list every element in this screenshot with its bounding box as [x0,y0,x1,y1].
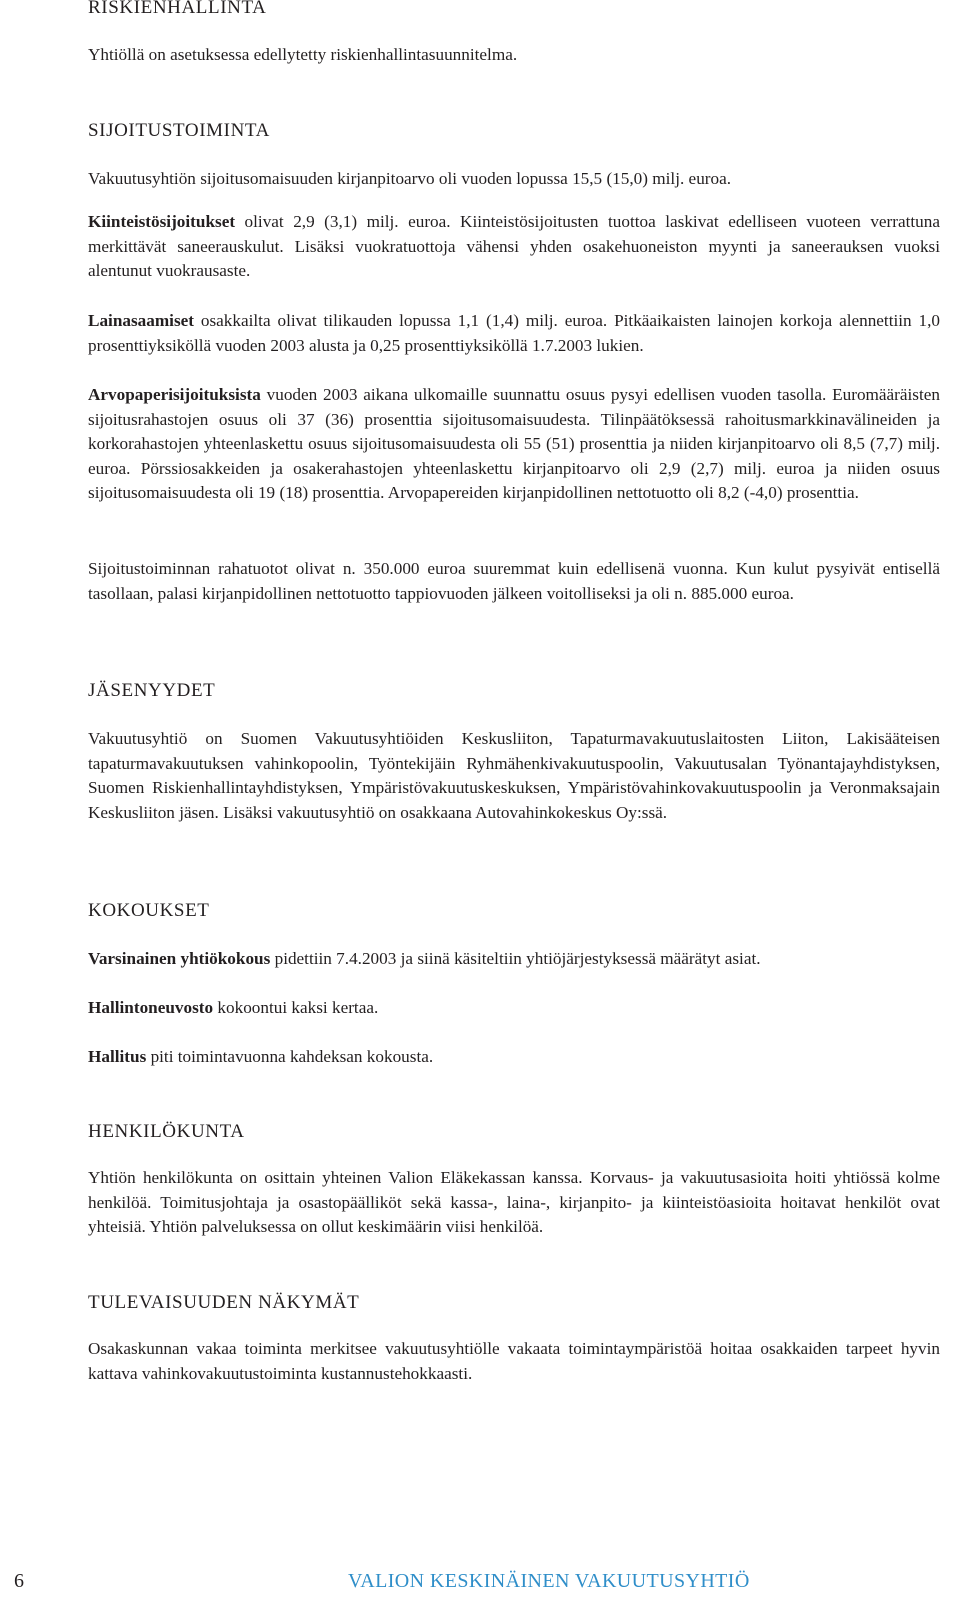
paragraph-henkilokunta: Yhtiön henkilökunta on osittain yhteinen Valion Eläkekassan kanssa. Korvaus- ja vakuutusasioita hoiti yhtiössä kolme henkilöä. Toimitusjohtaja ja osastopäälliköt sekä kassa-, laina-, kirjanpito- ja kiinteistöasioita hoitavat henkilöt ovat yhteisiä. Yhtiön palveluksessa on ollut keskimäärin viisi henkilöä. [88,1168,940,1236]
paragraph-riskienhallinta: Yhtiöllä on asetuksessa edellytetty riskienhallintasuunnitelma. [88,45,518,64]
paragraph-kokoukset-3-text: piti toimintavuonna kahdeksan kokousta. [146,1047,434,1066]
term-lainasaamiset: Lainasaamiset [88,311,194,330]
paragraph-kokoukset-3 [88,1045,940,1070]
paragraph-jasenyydet: Vakuutusyhtiö on Suomen Vakuutusyhtiöiden Keskusliiton, Tapaturmavakuutuslaitosten Liiton, Lakisääteisen tapaturmavakuutuksen vahinkopoolin, Työntekijäin Ryhmähenkivakuutuspoolin, Vakuutusalan Työnantajayhdistyksen, Suomen Riskienhallintayhdistyksen, Ympäristövakuutuskeskuksen, Ympäristövahinkovakuutuspoolin ja Veronmaksajain Keskusliiton jäsen. Lisäksi vakuutusyhtiö on osakkaana Autovahinkokeskus Oy:ssä. [88,729,940,822]
section-heading-jasenyydet: JÄSENYYDET [88,680,216,701]
section-heading-kokoukset: KOKOUKSET [88,900,210,921]
paragraph-kokoukset-2 [88,996,940,1021]
term-arvopaperisijoituksista: Arvopaperisijoituksista [88,385,261,404]
paragraph-kokoukset-2-text: kokoontui kaksi kertaa. [213,998,379,1017]
paragraph-sijoitustoiminta-4-text: vuoden 2003 aikana ulkomaille suunnattu osuus pysyi edellisen vuoden tasolla. Euromääräisten sijoitusrahastojen osuus oli 37 (36) prosenttia sijoitusomaisuudesta. Tilinpäätöksessä rahoitusmarkkinavälineiden ja korkorahastojen yhteenlaskettu osuus sijoitusomaisuudesta oli 55 (51) prosenttia ja niiden kirjanpitoarvo oli 8,5 (7,7) milj. euroa. Pörssiosakkeiden ja osakerahastojen yhteenlaskettu kirjanpitoarvo oli 2,9 (2,7) milj. euroa ja niiden osuus sijoitusomaisuudesta oli 19 (18) prosenttia. Arvopapereiden kirjanpidollinen nettotuotto oli 8,2 (-4,0) prosenttia. [88,385,940,502]
term-hallitus: Hallitus [88,1047,147,1066]
page-number: 6 [14,1570,24,1592]
term-kiinteistosijoitukset: Kiinteistösijoitukset [88,212,236,231]
paragraph-sijoitustoiminta-3-text: osakkailta olivat tilikauden lopussa 1,1 (1,4) milj. euroa. Pitkäaikaisten lainojen korkoja alennettiin 1,0 prosenttiyksiköllä vuoden 2003 alusta ja 0,25 prosenttiyksiköllä 1.7.2003 lukien. [88,311,940,355]
paragraph-tulevaisuuden-nakymat: Osakaskunnan vakaa toiminta merkitsee vakuutusyhtiölle vakaata toimintaympäristöä hoitaa osakkaiden tarpeet hyvin kattava vahinkovakuutustoiminta kustannustehokkaasti. [88,1339,940,1383]
paragraph-sijoitustoiminta-2 [88,210,940,284]
section-heading-riskienhallinta: RISKIENHALLINTA [88,0,267,18]
paragraph-kokoukset-1 [88,947,940,972]
section-heading-tulevaisuuden-nakymat: TULEVAISUUDEN NÄKYMÄT [88,1292,360,1313]
section-heading-sijoitustoiminta: SIJOITUSTOIMINTA [88,120,270,141]
paragraph-sijoitustoiminta-3 [88,309,940,358]
paragraph-sijoitustoiminta-5: Sijoitustoiminnan rahatuotot olivat n. 350.000 euroa suuremmat kuin edellisenä vuonna. Kun kulut pysyivät entisellä tasollaan, palasi kirjanpidollinen nettotuotto tappiovuoden jälkeen voitolliseksi ja oli n. 885.000 euroa. [88,559,940,603]
term-varsinainen-yhtiokokous: Varsinainen yhtiökokous [88,949,271,968]
section-heading-henkilokunta: HENKILÖKUNTA [88,1121,245,1142]
paragraph-sijoitustoiminta-4 [88,383,940,506]
term-hallintoneuvosto: Hallintoneuvosto [88,998,214,1017]
paragraph-sijoitustoiminta-2-text: olivat 2,9 (3,1) milj. euroa. Kiinteistösijoitusten tuottoa laskivat edelliseen vuoteen verrattuna merkittävät saneerauskulut. Lisäksi vuokratuottoja vähensi yhden osakehuoneiston myynti ja saneerauksen vuoksi alentunut vuokrausaste. [88,212,940,280]
footer-company-name: VALION KESKINÄINEN VAKUUTUSYHTIÖ [348,1570,750,1592]
paragraph-kokoukset-1-text: pidettiin 7.4.2003 ja siinä käsiteltiin yhtiöjärjestyksessä määrätyt asiat. [270,949,761,968]
paragraph-sijoitustoiminta-1: Vakuutusyhtiön sijoitusomaisuuden kirjanpitoarvo oli vuoden lopussa 15,5 (15,0) milj. euroa. [88,169,732,188]
